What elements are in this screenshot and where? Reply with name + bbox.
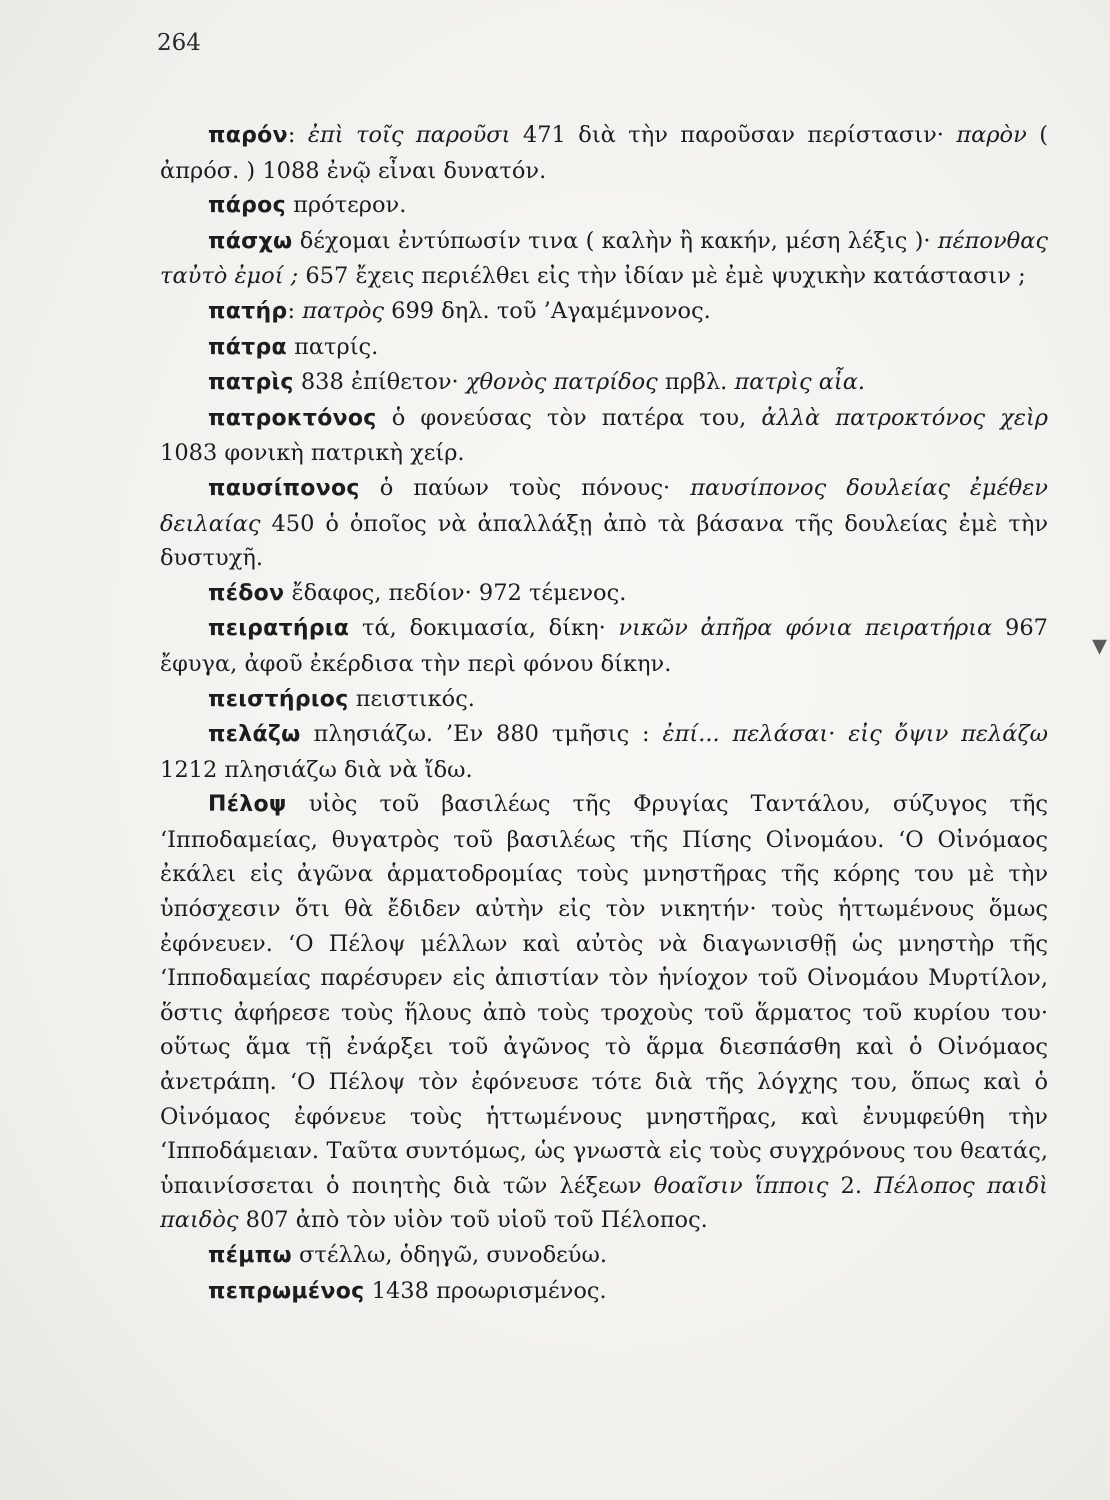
dictionary-entry: [160, 717, 1048, 787]
entry-text: τά, δοκιμασία, δίκη·: [349, 615, 619, 642]
dictionary-entry: [160, 188, 1048, 224]
entry-text: :: [287, 297, 303, 324]
entry-quotation: ἐπὶ τοῖς παροῦσι: [307, 122, 511, 148]
dictionary-entry: [160, 294, 1048, 330]
entry-quotation: πατρὸς: [302, 297, 385, 324]
entry-quotation: ἐπί... πελάσαι· εἰς ὄψιν πελάζω: [662, 721, 1049, 748]
entry-headword: πατήρ: [208, 298, 288, 324]
entry-quotation: πατρὶς αἶα.: [734, 369, 866, 396]
dictionary-entry: [160, 401, 1048, 471]
entry-text: 1438 προωρισμένος.: [364, 1277, 607, 1304]
entry-headword: παρόν: [208, 123, 288, 148]
entry-text: πλησιάζω. ’Εν 880 τμῆσις :: [300, 721, 663, 748]
entry-text: 657 ἔχεις περιέλθει εἰς τὴν ἰδίαν μὲ ἐμὲ ψυχικὴν κατάστασιν ;: [298, 263, 1026, 290]
dictionary-entry: [160, 365, 1048, 401]
entry-text: 2.: [828, 1172, 875, 1199]
dictionary-entry: [160, 611, 1048, 681]
dictionary-entry: [160, 471, 1048, 576]
entry-text: 967 ἔφυγα, ἀφοῦ ἐκέρδισα τὴν περὶ φόνου δίκην.: [160, 615, 1048, 677]
entry-text: 699 δηλ. τοῦ ’Αγαμέμνονος.: [384, 297, 711, 324]
entry-headword: πειρατήρια: [208, 616, 350, 642]
entry-text: 838 ἐπίθετον·: [293, 369, 466, 396]
entry-text: πατρίς.: [286, 333, 379, 360]
entry-text: δέχομαι ἐντύπωσίν τινα ( καλὴν ἢ κακήν, μέση λέξις )·: [292, 227, 938, 254]
dictionary-entry: [160, 224, 1048, 294]
entry-quotation: παυσίπονος δουλείας ἐμέθεν δειλαίας: [160, 474, 1048, 537]
entry-text: ( ἀπρόσ. ) 1088 ἐνῷ εἶναι δυνατόν.: [160, 122, 1048, 184]
entry-text: ὁ φονεύσας τὸν πατέρα του,: [376, 404, 762, 431]
entry-headword: πελάζω: [208, 722, 301, 748]
entry-text: ἔδαφος, πεδίον· 972 τέμενος.: [284, 579, 627, 606]
dictionary-entry: [160, 576, 1048, 612]
dictionary-entry: [160, 787, 1048, 1238]
entry-quotation: πέπονθας ταὐτὸ ἐμοί ;: [160, 227, 1048, 290]
entry-text: 450 ὁ ὁποῖος νὰ ἀπαλλάξῃ ἀπὸ τὰ βάσανα τῆς δουλείας ἐμὲ τὴν δυστυχῆ.: [160, 510, 1048, 572]
entry-text: 1083 φονικὴ πατρικὴ χείρ.: [160, 440, 465, 467]
entry-text: υἱὸς τοῦ βασιλέως τῆς Φρυγίας Ταντάλου, σύζυγος τῆς ‘Ιπποδαμείας, θυγατρὸς τοῦ βασιλέως τῆς Πίσης Οἰνομάου. ‘Ο Οἰνόμαος ἐκάλει εἰς ἀγῶνα ἁρματοδρομίας τοὺς μνηστῆρας τῆς κόρης του μὲ τὴν ὑπόσχεσιν ὅτι θὰ ἔδιδεν αὐτὴν εἰς τὸν νικητήν· τοὺς ἡττωμένους ὅμως ἐφόνευεν. ‘Ο Πέλοψ μέλλων καὶ αὐτὸς νὰ διαγωνισθῇ ὡς μνηστὴρ τῆς ‘Ιπποδαμείας παρέσυρεν εἰς ἀπιστίαν τὸν ἡνίοχον τοῦ Οἰνομάου Μυρτίλον, ὅστις ἀφήρεσε τοὺς ἥλους ἀπὸ τοὺς τροχοὺς τοῦ ἅρματος τοῦ κυρίου του· οὕτως ἅμα τῇ ἐνάρξει τοῦ ἀγῶνος τὸ ἅρμα διεσπάσθη καὶ ὁ Οἰνόμαος ἀνετράπη. ‘Ο Πέλοψ τὸν ἐφόνευσε τότε διὰ τῆς λόγχης του, ὅπως καὶ ὁ Οἰνόμαος ἐφόνευε τοὺς ἡττωμένους μνηστῆρας, καὶ ἐνυμφεύθη τὴν ‘Ιπποδάμειαν. Ταῦτα συντόμως, ὡς γνωστὰ εἰς τοὺς συγχρόνους του θεατάς, ὑπαινίσσεται ὁ ποιητὴς διὰ τῶν λέξεων: [160, 791, 1048, 1199]
entry-text: στέλλω, ὁδηγῶ, συνοδεύω.: [291, 1242, 607, 1268]
entry-text: 807 ἀπὸ τὸν υἱὸν τοῦ υἱοῦ τοῦ Πέλοπος.: [238, 1207, 708, 1234]
entry-headword: πέδον: [208, 580, 285, 606]
entry-headword: πέμπω: [208, 1243, 292, 1268]
dictionary-entry: [160, 330, 1048, 366]
margin-mark: ▾: [1092, 628, 1108, 663]
entry-text: πρότερον.: [285, 192, 407, 219]
dictionary-entry: [160, 682, 1048, 718]
entry-quotation: Πέλοπος παιδὶ παιδὸς: [160, 1172, 1048, 1234]
entry-headword: πάτρα: [208, 334, 287, 360]
entry-quotation: ἀλλὰ πατροκτόνος χεὶρ: [761, 404, 1048, 431]
dictionary-entry: [160, 1274, 1048, 1310]
entry-headword: πάρος: [208, 193, 286, 219]
entry-text: πρβλ.: [657, 369, 735, 396]
entry-quotation: θοαῖσιν ἵπποις: [653, 1172, 829, 1199]
entry-headword: πεπρωμένος: [208, 1278, 365, 1304]
dictionary-entry: [160, 1238, 1048, 1274]
entry-text: πειστικός.: [348, 685, 475, 712]
entry-headword: παυσίπονος: [208, 475, 360, 501]
entry-quotation: νικῶν ἀπῆρα φόνια πειρατήρια: [618, 615, 993, 642]
entry-quotation: χθονὸς πατρίδος: [465, 369, 658, 396]
entry-headword: Πέλοψ: [208, 792, 287, 818]
entry-text: :: [287, 122, 308, 148]
entry-headword: πατροκτόνος: [208, 405, 377, 431]
entry-text: ὁ παύων τοὺς πόνους·: [359, 474, 691, 501]
entry-headword: πατρὶς: [208, 370, 294, 396]
dictionary-entries: [160, 118, 1048, 1309]
entry-text: 1212 πλησιάζω διὰ νὰ ἴδω.: [160, 756, 473, 783]
entry-headword: πειστήριος: [208, 686, 349, 712]
entry-text: 471 διὰ τὴν παροῦσαν περίστασιν·: [510, 122, 957, 148]
dictionary-entry: [160, 118, 1048, 188]
page-number: 264: [157, 30, 201, 56]
entry-quotation: παρὸν: [956, 122, 1027, 148]
entry-headword: πάσχω: [208, 228, 293, 254]
